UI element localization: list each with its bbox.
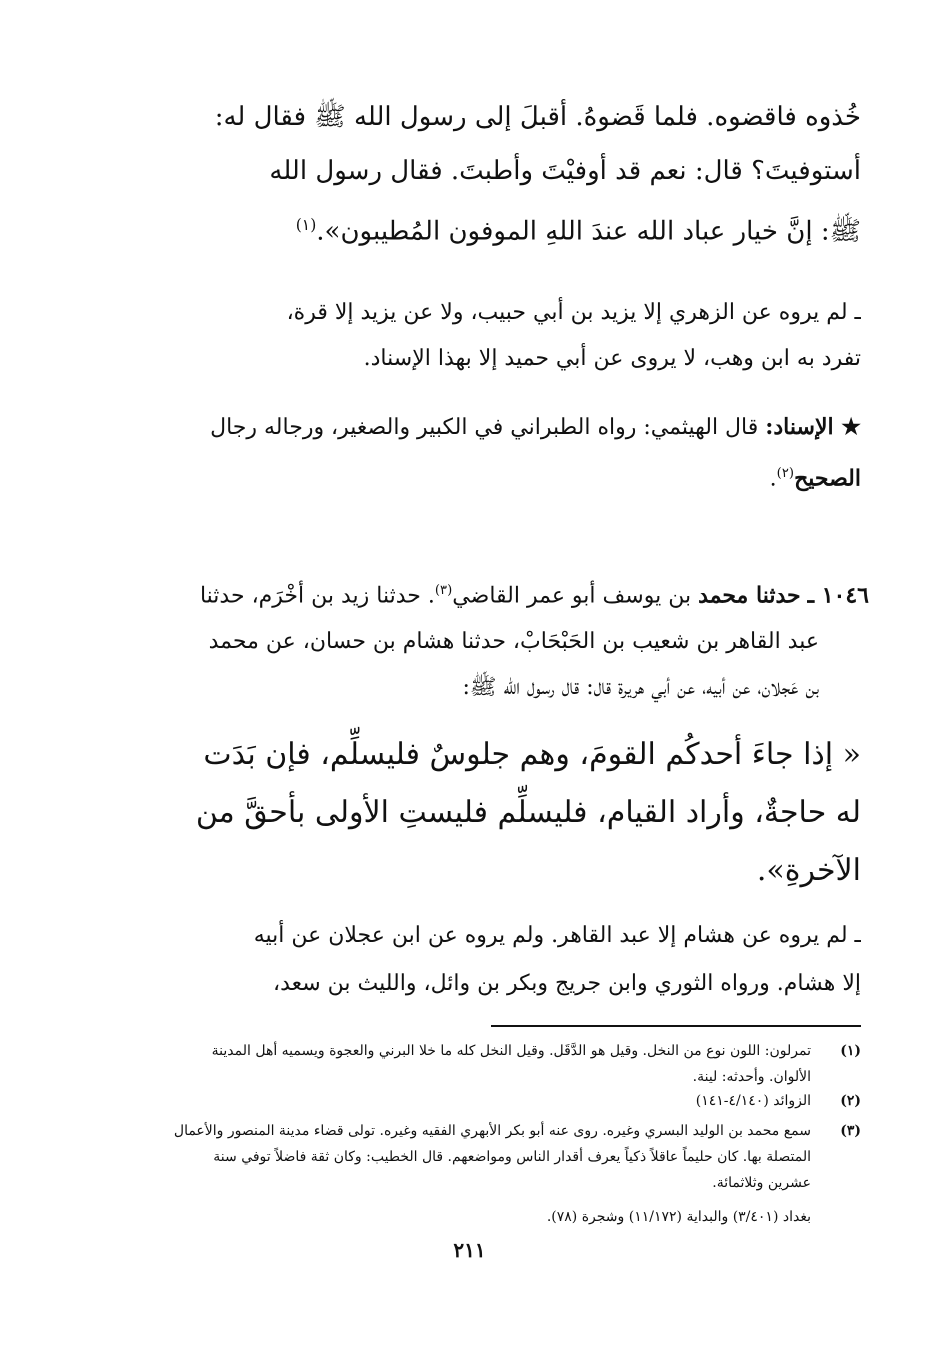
footnote-number: (٣) [840, 1123, 861, 1139]
text-line: المتصلة بها. كان حليماً عاقلاً ذكياً يعرف أقدار الناس ومواضعهم. قال الخطيب: وكان ثقة فاضلاً توفي سنة [213, 1149, 811, 1165]
isnad-label: ★ الإسناد: [765, 414, 861, 440]
text-segment: الصحيح [794, 465, 861, 492]
footnote-ref: (١) [295, 216, 317, 234]
text-line: له حاجةٌ، وأراد القيام، فليسلِّم فليستِ الأولى بأحقَّ من [195, 795, 861, 830]
hadith-number: ١٠٤٦ ـ [807, 582, 869, 609]
footnote-number: (١) [840, 1043, 861, 1059]
text-line: « إذا جاءَ أحدكُم القومَ، وهم جلوسٌ فليسلِّم، فإن بَدَت [203, 737, 861, 772]
text-segment: بن يوسف أبو عمر القاضي [452, 583, 692, 609]
paragraph-continuation [71, 90, 861, 259]
text-line: خُذوه فاقضوه. فلما قَضوهُ. أقبلَ إلى رسول الله ﷺ فقال له: [214, 102, 861, 132]
text-line: أستوفيتَ؟ قال: نعم قد أوفيْتَ وأطبتَ. فقال رسول الله [269, 156, 861, 186]
footnote-2 [71, 1088, 861, 1114]
footnote-ref: (٢) [776, 466, 795, 481]
text-line [71, 198, 861, 259]
hadith-matn [71, 726, 861, 900]
text-line: تفرد به ابن وهب، لا يروى عن أبي حميد إلا بهذا الإسناد. [363, 346, 861, 371]
text-line: ـ لم يروه عن الزهري إلا يزيد بن أبي حبيب، ولا عن يزيد إلا قرة، [286, 300, 861, 325]
text-segment: تمرلون: اللون نوع من النخل. وقيل هو الدَّقَل. وقيل النخل كله ما خلا البرني والعجوة ويسميه أهل المدينة [211, 1043, 811, 1059]
text-line [71, 451, 861, 502]
footnote-ref: (٣) [434, 583, 453, 598]
hadith-isnad [69, 568, 869, 711]
text-line: ـ لم يروه عن هشام إلا عبد القاهر. ولم يروه عن ابن عجلان عن أبيه [253, 923, 861, 948]
text-segment: قال الهيثمي: رواه الطبراني في الكبير والصغير، ورجاله رجال [210, 415, 759, 440]
text-line: إلا هشام. ورواه الثوري وابن جريج وبكر بن وائل، والليث بن سعد، [272, 971, 861, 996]
text-line [69, 568, 869, 619]
page-number: ٢١١ [453, 1238, 486, 1262]
text-segment: الزوائد (٤/١٤٠-١٤١) [695, 1093, 811, 1109]
footnote-number: (٢) [840, 1093, 861, 1109]
footnote-1 [71, 1038, 861, 1090]
text-line: الآخرةِ». [756, 853, 861, 888]
text-line [71, 1088, 861, 1114]
text-line: عشرين وثلاثمائة. [712, 1175, 811, 1191]
text-line: الألوان. وأحدثه: لينة. [692, 1069, 811, 1085]
narrator-name: حدثنا محمد [698, 582, 801, 609]
text-segment: سمع محمد بن الوليد البسري وغيره. روى عنه أبو بكر الأبهري الفقيه وغيره. تولى قضاء مدينة المنصور والأعمال [173, 1123, 811, 1139]
commentary-paragraph [71, 912, 861, 1008]
footnote-separator [491, 1025, 861, 1027]
text-segment: . [769, 466, 777, 492]
text-line [71, 1038, 861, 1064]
text-line [71, 1118, 861, 1144]
isnad-paragraph [71, 404, 861, 502]
text-line: بن عَجلان، عن أبيه، عن أبي هريرة قال: قال رسول الله ﷺ: [462, 675, 819, 701]
footnote-3-sources [71, 1204, 861, 1230]
text-segment: ﷺ: إنَّ خيار عباد الله عندَ اللهِ الموفون المُطيبون». [316, 216, 861, 247]
commentary-paragraph [71, 290, 861, 382]
text-line: عبد القاهر بن شعيب بن الحَبْحَابْ، حدثنا هشام بن حسان، عن محمد [208, 629, 819, 655]
text-line: بغداد (٣/٤٠١) والبداية (١١/١٧٢) وشجرة (٧٨). [546, 1209, 811, 1225]
footnote-3 [71, 1118, 861, 1196]
text-line [71, 404, 861, 451]
text-segment: . حدثنا زيد بن أخْرَم، حدثنا [199, 583, 435, 609]
